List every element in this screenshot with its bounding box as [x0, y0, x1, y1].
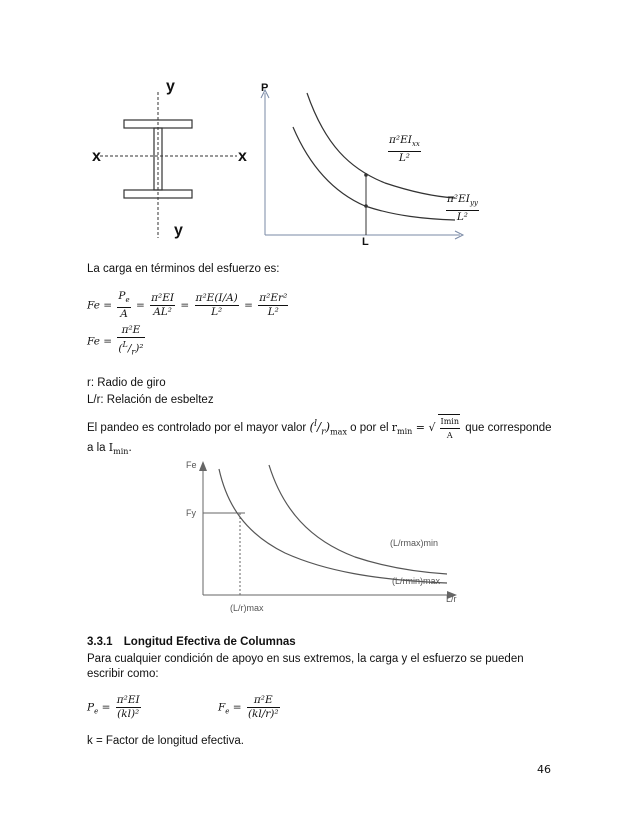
fe-axis-label: Fe	[186, 460, 197, 470]
pandeo-text-a: El pandeo es controlado por el mayor valor	[87, 422, 307, 434]
equation-pe: $P_e$ = $\frac{\text{π²EI}}{\text{(kl)²}}$	[87, 694, 140, 720]
i-section-figure	[85, 78, 255, 248]
intro-text: La carga en términos del esfuerzo es:	[87, 263, 280, 275]
section-body-line-2: escribir como:	[87, 668, 159, 680]
lr-max-symbol: $(^l/_r)_{max}$	[309, 419, 347, 438]
section-y-bottom-label: y	[174, 222, 183, 239]
l-axis-label: L	[362, 236, 369, 248]
curve-xx-formula: $\frac{\pi^2EI_{xx}}{\text{L²}}$	[389, 134, 420, 165]
section-body-line-1: Para cualquier condición de apoyo en sus extremos, la carga y el esfuerzo se pueden	[87, 653, 524, 665]
pandeo-text-c: que corresponde	[465, 422, 552, 434]
fe-axis-arrow	[199, 461, 207, 471]
equation-fe-effective: $F_e$ = $\frac{\text{π²E}}{\text{(kl/r)²}}$	[218, 694, 279, 720]
point-ixx	[364, 173, 368, 177]
curve-max-label: (L/rmin)max	[392, 576, 441, 586]
point-iyy	[364, 204, 368, 208]
rmin-formula: $r_{min}$ = √ $\frac{Imin}{A}$	[392, 421, 462, 434]
equation-fe-2: Fe = $\frac{\text{π²E}}{(^L/_r)^2}$	[87, 324, 144, 357]
pandeo-text-b: o por el	[350, 422, 389, 434]
lr-axis-label: L/r	[446, 594, 457, 604]
curve-iyy	[293, 127, 455, 220]
section-x-right-label: x	[238, 148, 247, 165]
definition-lr: L/r: Relación de esbeltez	[87, 394, 214, 406]
pandeo-line-2	[87, 441, 132, 456]
pandeo-text-d: a la	[87, 442, 106, 454]
section-title: Longitud Efectiva de Columnas	[123, 636, 296, 648]
definition-r: r: Radio de giro	[87, 377, 166, 389]
lr-max-marker-label: (L/r)max	[230, 603, 264, 613]
section-heading	[87, 636, 296, 648]
equation-fe-1: Fe = $\frac{P_e}{A}$ = $\frac{\text{π²EI}}{\text{AL²}}$ = $\frac{\text{π²E(I/A)}}{\text{L²}}$ = $\frac{\text{π²Er²}}{\text{L²}}$	[87, 290, 288, 321]
section-y-top-label: y	[166, 78, 175, 95]
imin-symbol: $I_{min}$.	[108, 441, 132, 457]
section-number: 3.3.1	[87, 636, 113, 648]
p-axis-label: P	[261, 82, 269, 94]
curve-min-label: (L/rmax)min	[390, 538, 439, 548]
page-number: 46	[537, 763, 551, 776]
section-x-left-label: x	[92, 148, 101, 165]
curve-lr-min-max	[219, 469, 447, 583]
curve-yy-formula: $\frac{\pi^2EI_{yy}}{\text{L²}}$	[447, 193, 478, 224]
pandeo-line-1	[87, 414, 552, 442]
fy-label: Fy	[186, 508, 196, 518]
buckling-load-plot	[255, 85, 470, 245]
k-definition: k = Factor de longitud efectiva.	[87, 735, 244, 747]
